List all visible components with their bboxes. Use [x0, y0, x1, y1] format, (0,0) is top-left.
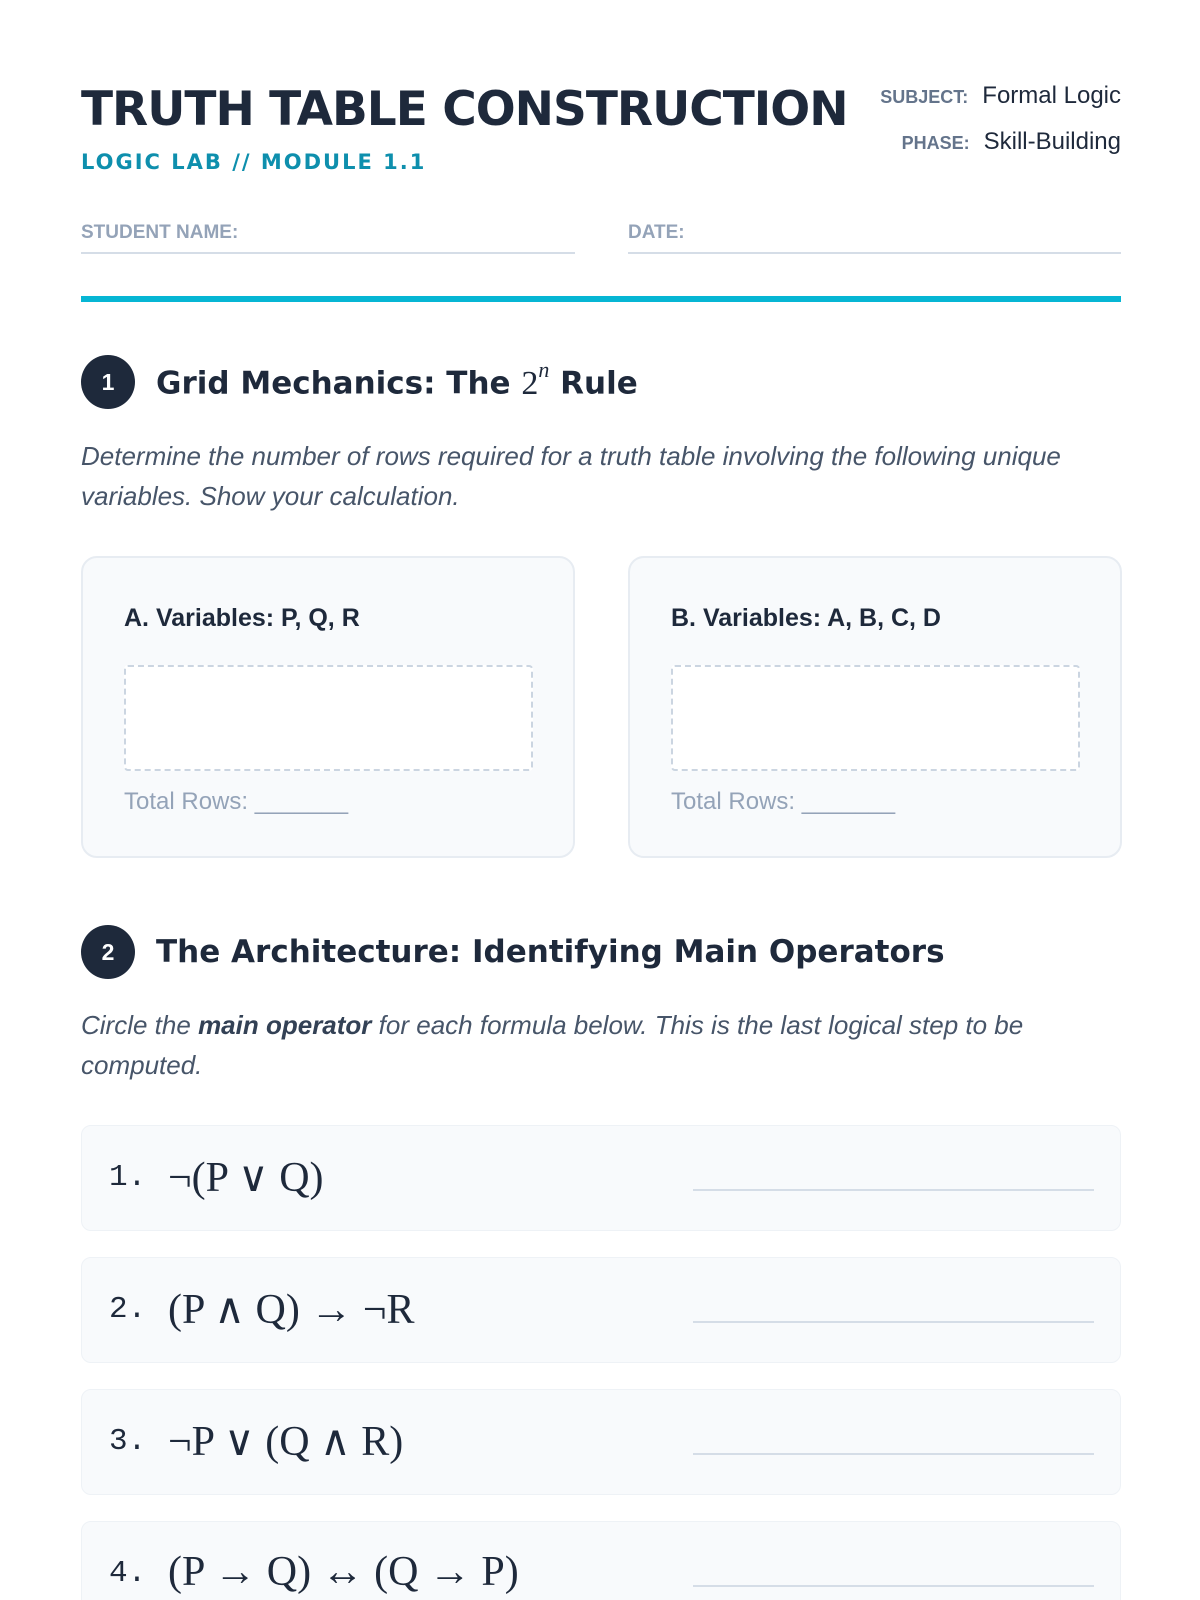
module-subtitle: LOGIC LAB // MODULE 1.1: [81, 150, 427, 174]
worksheet-page: [81, 0, 1121, 1600]
section-1-heading: [81, 355, 638, 409]
date-label: DATE:: [628, 222, 685, 243]
formula-row: [81, 1389, 1121, 1495]
section-number-badge: 1: [81, 355, 135, 409]
formula-number: 4.: [109, 1556, 147, 1591]
section-2-heading: [81, 925, 945, 979]
formula-row: [81, 1257, 1121, 1363]
formula-number: 1.: [109, 1160, 147, 1195]
worksheet-meta: [880, 82, 1121, 174]
section-title: The Architecture: Identifying Main Operators: [156, 934, 945, 970]
student-info-fields: [81, 214, 1121, 254]
subject-label: SUBJECT:: [880, 87, 969, 107]
section-title: [156, 357, 638, 402]
worksheet-title: TRUTH TABLE CONSTRUCTION: [81, 82, 848, 137]
math-base: 2: [521, 364, 539, 402]
calculation-box[interactable]: [124, 665, 533, 771]
phase-value: Skill-Building: [983, 128, 1121, 155]
section-number-badge: 2: [81, 925, 135, 979]
date-field[interactable]: [628, 214, 1121, 254]
answer-line[interactable]: [693, 1321, 1094, 1323]
formula-expression[interactable]: (P → Q) ↔ (Q → P): [168, 1549, 519, 1595]
total-rows-blank[interactable]: Total Rows: _______: [124, 788, 349, 815]
phase-label: PHASE:: [901, 133, 970, 153]
section-title-text: Grid Mechanics: The: [156, 365, 511, 402]
subject-value: Formal Logic: [982, 82, 1121, 109]
variables-card-b: [628, 556, 1122, 858]
calculation-box[interactable]: [671, 665, 1080, 771]
instructions-text: for each formula below. This is the last logical step to be computed.: [81, 1010, 1024, 1080]
subject-row: [880, 82, 1121, 128]
card-label: B. Variables: A, B, C, D: [671, 604, 941, 632]
student-name-field[interactable]: [81, 214, 575, 254]
header-divider: [81, 296, 1121, 302]
variables-card-a: [81, 556, 575, 858]
card-label: A. Variables: P, Q, R: [124, 604, 360, 632]
formula-expression[interactable]: ¬(P ∨ Q): [168, 1155, 324, 1201]
formula-number: 2.: [109, 1292, 147, 1327]
formula-expression[interactable]: ¬P ∨ (Q ∧ R): [168, 1419, 404, 1465]
worksheet-header: [81, 78, 1121, 188]
total-rows-blank[interactable]: Total Rows: _______: [671, 788, 896, 815]
section-title-text: Rule: [560, 365, 638, 402]
two-power-n-math: [521, 357, 550, 402]
formula-row: [81, 1125, 1121, 1231]
formula-expression[interactable]: (P ∧ Q) → ¬R: [168, 1287, 415, 1333]
phase-row: [880, 128, 1121, 174]
section-2-instructions: [81, 1005, 1121, 1085]
student-name-label: STUDENT NAME:: [81, 222, 239, 243]
instructions-text: Circle the: [81, 1010, 191, 1040]
formula-row: [81, 1521, 1121, 1600]
formula-number: 3.: [109, 1424, 147, 1459]
answer-line[interactable]: [693, 1453, 1094, 1455]
section-1-instructions: Determine the number of rows required for a truth table involving the following unique variables. Show your calculation.: [81, 441, 1061, 511]
answer-line[interactable]: [693, 1189, 1094, 1191]
math-exponent: n: [538, 357, 550, 383]
answer-line[interactable]: [693, 1585, 1094, 1587]
instructions-emphasis: main operator: [198, 1010, 372, 1040]
